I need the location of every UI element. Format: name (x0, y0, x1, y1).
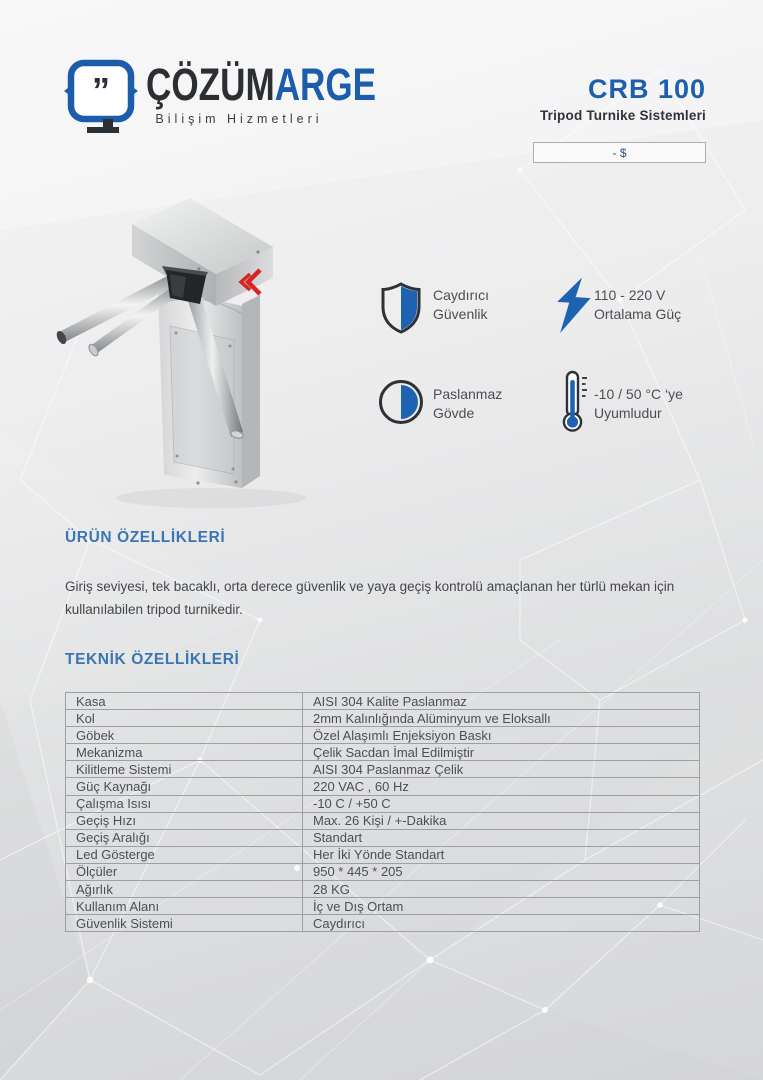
technical-spec-table (65, 692, 700, 932)
price-field[interactable] (533, 142, 706, 163)
feature-line: Uyumludur (594, 405, 662, 421)
thermometer-icon (560, 370, 590, 432)
table-row (66, 796, 699, 813)
table-row (66, 761, 699, 778)
spec-value: AISI 304 Kalite Paslanmaz (313, 693, 467, 709)
table-row (66, 813, 699, 830)
spec-value: Max. 26 Kişi / +-Dakika (313, 813, 447, 829)
spec-label: Göbek (66, 727, 303, 743)
brand-primary: ÇÖZÜM (146, 59, 275, 110)
feature-line: Güvenlik (433, 306, 488, 322)
spec-value: Caydırıcı (313, 915, 366, 931)
spec-value: 2mm Kalınlığında Alüminyum ve Eloksallı (313, 710, 551, 726)
spec-label: Led Gösterge (66, 847, 303, 863)
brand-text (146, 59, 377, 110)
spec-label: Güç Kaynağı (66, 778, 303, 794)
table-row (66, 744, 699, 761)
table-row (66, 710, 699, 727)
table-row (66, 915, 699, 931)
spec-value: Her İki Yönde Standart (313, 847, 445, 863)
brand-tagline: Bilişim Hizmetleri (155, 112, 323, 126)
table-row (66, 830, 699, 847)
table-row (66, 693, 699, 710)
spec-label: Kullanım Alanı (66, 898, 303, 914)
company-logo[interactable] (62, 54, 377, 144)
spec-label: Mekanizma (66, 744, 303, 760)
spec-label: Geçiş Hızı (66, 813, 303, 829)
spec-value: Çelik Sacdan İmal Edilmiştir (313, 744, 475, 760)
spec-label: Güvenlik Sistemi (66, 915, 303, 931)
spec-value: -10 C / +50 C (313, 796, 391, 812)
spec-value: Özel Alaşımlı Enjeksiyon Baskı (313, 727, 492, 743)
feature-paslanmaz-govde (433, 385, 502, 423)
table-row (66, 864, 699, 881)
spec-label: Kasa (66, 693, 303, 709)
feature-sicaklik-uyumu (594, 385, 683, 423)
half-circle-icon (377, 378, 425, 426)
spec-label: Ağırlık (66, 881, 303, 897)
teknik-ozellikleri-heading: TEKNİK ÖZELLİKLERİ (65, 651, 240, 668)
table-row (66, 898, 699, 915)
spec-value: AISI 304 Paslanmaz Çelik (313, 761, 464, 777)
spec-value: İç ve Dış Ortam (313, 898, 404, 914)
spec-value: 950 * 445 * 205 (313, 864, 403, 880)
product-code: CRB 100 (587, 74, 706, 104)
feature-line: 110 - 220 V (594, 287, 666, 303)
product-description: Giriş seviyesi, tek bacaklı, orta derece güvenlik ve yaya geçiş kontrolü amaçlanan her türlü mekan için kullanılabilen tripod turnikedir. (65, 579, 675, 617)
spec-value: 28 KG (313, 881, 350, 897)
spec-value: 220 VAC , 60 Hz (313, 779, 409, 795)
spec-label: Kol (66, 710, 303, 726)
table-row (66, 847, 699, 864)
table-row (66, 727, 699, 744)
feature-line: Paslanmaz (433, 386, 503, 402)
spec-value: Standart (313, 830, 363, 846)
spec-label: Kilitleme Sistemi (66, 761, 303, 777)
brand-accent: ARGE (274, 59, 377, 110)
lightning-icon (556, 277, 592, 335)
feature-line: Gövde (433, 405, 475, 421)
spec-label: Geçiş Aralığı (66, 830, 303, 846)
monitor-braces-icon (62, 56, 140, 142)
feature-line: -10 / 50 °C ‘ye (594, 386, 683, 402)
feature-ortalama-guc (594, 286, 681, 324)
feature-line: Ortalama Güç (594, 306, 682, 322)
product-subtitle: Tripod Turnike Sistemleri (539, 108, 706, 123)
price-value: - $ (612, 145, 627, 160)
table-row (66, 881, 699, 898)
feature-caydirici-guvenlik (433, 286, 489, 324)
product-header (540, 74, 706, 123)
half-shield-icon (377, 281, 425, 335)
logo-quote-mark: ” (92, 70, 110, 111)
feature-line: Caydırıcı (433, 287, 490, 303)
urun-ozellikleri-heading: ÜRÜN ÖZELLİKLERİ (65, 529, 226, 546)
table-row (66, 778, 699, 795)
spec-label: Çalışma Isısı (66, 796, 303, 812)
spec-label: Ölçüler (66, 864, 303, 880)
tripod-turnstile-image (46, 186, 354, 526)
